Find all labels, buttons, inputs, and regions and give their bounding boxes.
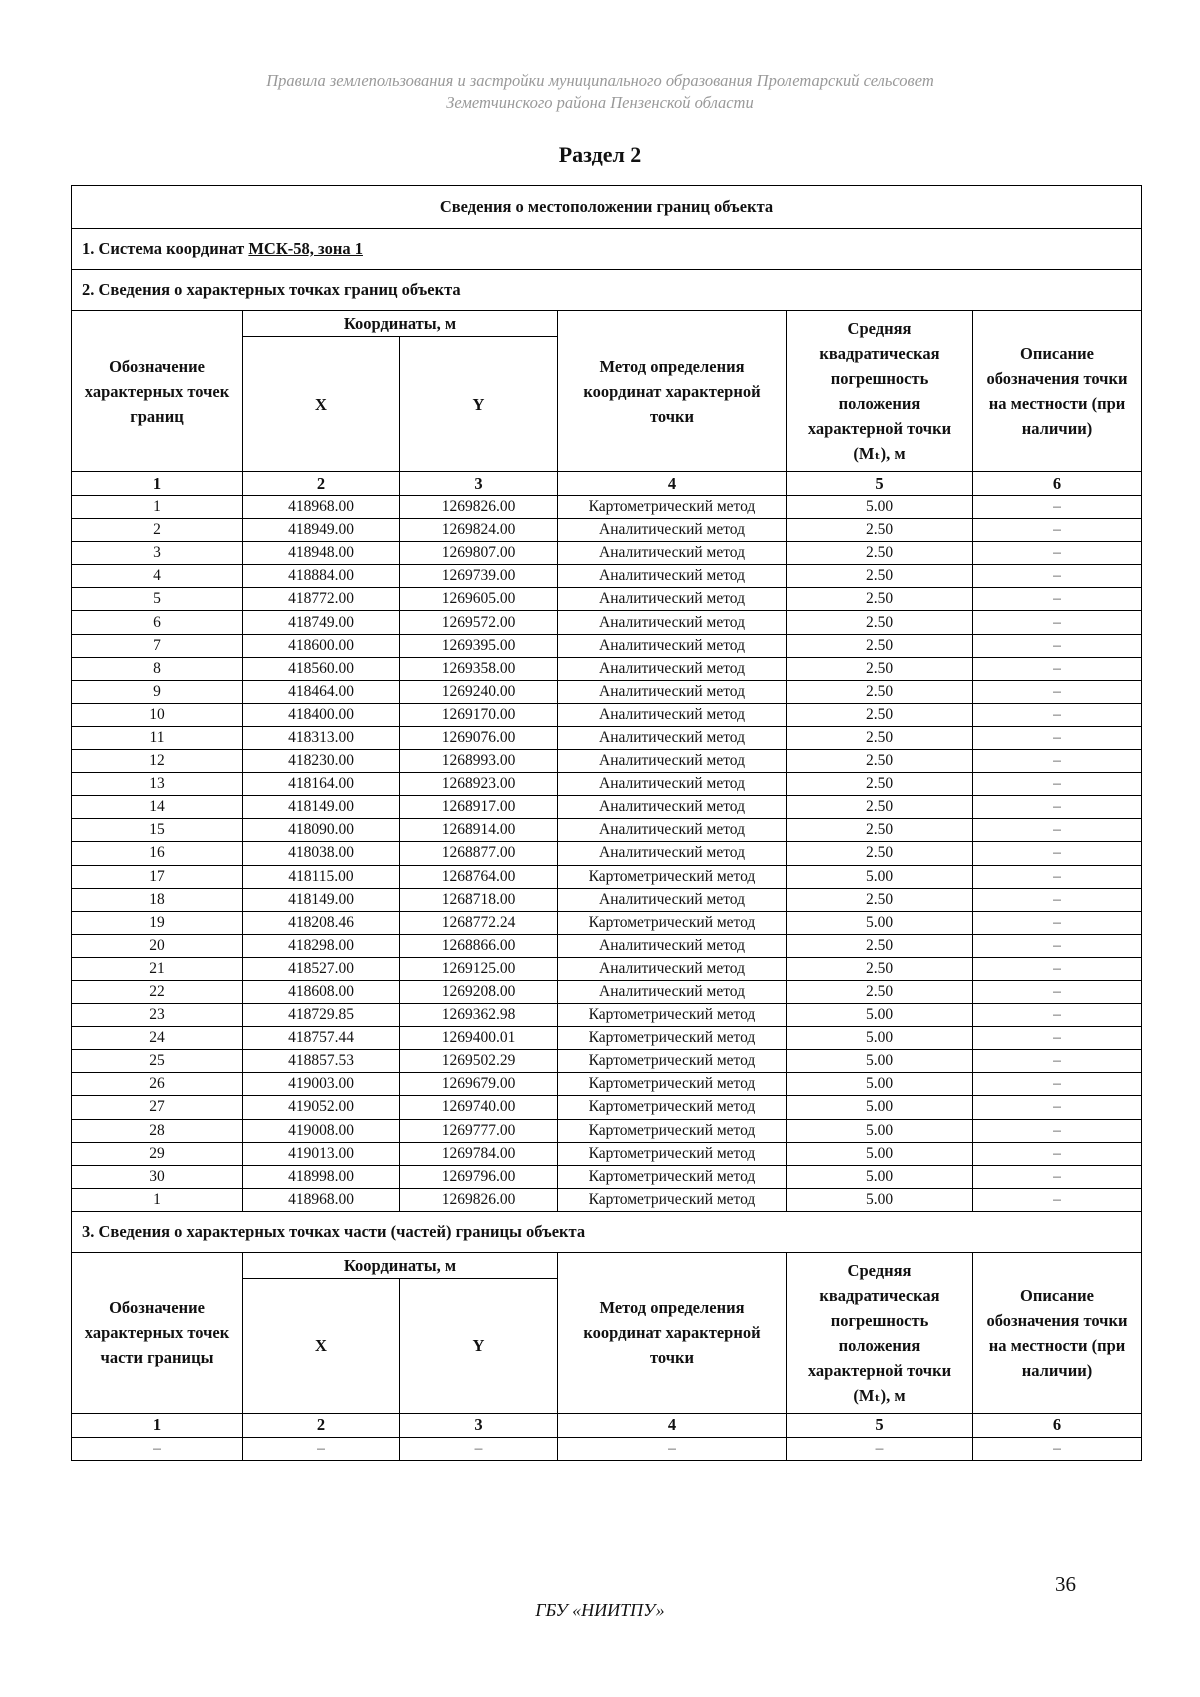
point-id: 5 [72, 588, 243, 611]
y-value: 1269208.00 [400, 980, 558, 1003]
description: – [973, 1437, 1142, 1460]
point-id: 11 [72, 726, 243, 749]
error-value: 2.50 [787, 842, 973, 865]
table-row [72, 842, 1142, 865]
footer-org: ГБУ «НИИТПУ» [535, 1600, 665, 1620]
point-id: 21 [72, 957, 243, 980]
point-id: 3 [72, 542, 243, 565]
y-value: 1269784.00 [400, 1142, 558, 1165]
description: – [973, 1073, 1142, 1096]
error-value: 2.50 [787, 819, 973, 842]
table-row [72, 796, 1142, 819]
y-value: 1268917.00 [400, 796, 558, 819]
table-row [72, 1165, 1142, 1188]
table-row [72, 588, 1142, 611]
y-value: 1269240.00 [400, 680, 558, 703]
table-row [72, 519, 1142, 542]
method: Аналитический метод [558, 703, 787, 726]
description: – [973, 680, 1142, 703]
point-id: 29 [72, 1142, 243, 1165]
table-row [72, 1119, 1142, 1142]
point-id: 22 [72, 980, 243, 1003]
error-value: 2.50 [787, 750, 973, 773]
x-value: 418729.85 [243, 1004, 400, 1027]
table-title: Сведения о местоположении границ объекта [72, 186, 1142, 229]
x-value: 418749.00 [243, 611, 400, 634]
description: – [973, 1027, 1142, 1050]
error-value: 2.50 [787, 588, 973, 611]
y-value: 1268718.00 [400, 888, 558, 911]
error-value: 2.50 [787, 796, 973, 819]
column-number: 1 [72, 472, 243, 496]
error-value: 2.50 [787, 542, 973, 565]
method: Картометрический метод [558, 1004, 787, 1027]
part-column-numbers-row [72, 1413, 1142, 1437]
point-id: 27 [72, 1096, 243, 1119]
table-row [72, 1004, 1142, 1027]
y-value: 1269605.00 [400, 588, 558, 611]
table-row [72, 1142, 1142, 1165]
error-value: 5.00 [787, 865, 973, 888]
point-id: 13 [72, 773, 243, 796]
description: – [973, 496, 1142, 519]
header-error: Средняя квадратическая погрешность положения характерной точки (Mₜ), м [787, 311, 973, 472]
point-id: 30 [72, 1165, 243, 1188]
description: – [973, 1119, 1142, 1142]
point-id: 16 [72, 842, 243, 865]
coord-system-value: МСК-58, зона 1 [248, 239, 363, 258]
x-value: 418968.00 [243, 1188, 400, 1211]
description: – [973, 934, 1142, 957]
x-value: 418600.00 [243, 634, 400, 657]
error-value: – [787, 1437, 973, 1460]
x-value: 419013.00 [243, 1142, 400, 1165]
error-value: 5.00 [787, 1188, 973, 1211]
error-value: 2.50 [787, 634, 973, 657]
description: – [973, 1142, 1142, 1165]
table-row [72, 750, 1142, 773]
method: Аналитический метод [558, 657, 787, 680]
y-value: 1269807.00 [400, 542, 558, 565]
error-value: 5.00 [787, 1096, 973, 1119]
x-value: 418968.00 [243, 496, 400, 519]
x-value: 418149.00 [243, 888, 400, 911]
table-row [72, 703, 1142, 726]
description: – [973, 726, 1142, 749]
error-value: 5.00 [787, 911, 973, 934]
description: – [973, 842, 1142, 865]
y-value: 1269400.01 [400, 1027, 558, 1050]
coord-system-row [72, 229, 1142, 270]
method: Аналитический метод [558, 565, 787, 588]
x-value: 418038.00 [243, 842, 400, 865]
column-numbers-row [72, 472, 1142, 496]
method: Картометрический метод [558, 496, 787, 519]
y-value: 1269740.00 [400, 1096, 558, 1119]
x-value: 418608.00 [243, 980, 400, 1003]
table-row [72, 565, 1142, 588]
error-value: 5.00 [787, 496, 973, 519]
column-number: 5 [787, 472, 973, 496]
description: – [973, 957, 1142, 980]
method: Аналитический метод [558, 842, 787, 865]
x-value: 418857.53 [243, 1050, 400, 1073]
column-number: 5 [787, 1413, 973, 1437]
x-value: 419003.00 [243, 1073, 400, 1096]
y-value: 1268866.00 [400, 934, 558, 957]
description: – [973, 773, 1142, 796]
column-number: 3 [400, 1413, 558, 1437]
table-row [72, 542, 1142, 565]
point-id: 1 [72, 496, 243, 519]
y-value: 1269824.00 [400, 519, 558, 542]
point-id: 26 [72, 1073, 243, 1096]
x-value: 418949.00 [243, 519, 400, 542]
table-row [72, 1027, 1142, 1050]
part-header-error: Средняя квадратическая погрешность положения характерной точки (Mₜ), м [787, 1252, 973, 1413]
point-id: 4 [72, 565, 243, 588]
part-header-y: Y [400, 1278, 558, 1413]
method: Картометрический метод [558, 1073, 787, 1096]
x-value: 418230.00 [243, 750, 400, 773]
x-value: – [243, 1437, 400, 1460]
method: Аналитический метод [558, 519, 787, 542]
x-value: 418298.00 [243, 934, 400, 957]
y-value: 1268914.00 [400, 819, 558, 842]
description: – [973, 888, 1142, 911]
point-id: 8 [72, 657, 243, 680]
y-value: 1268764.00 [400, 865, 558, 888]
y-value: 1268877.00 [400, 842, 558, 865]
error-value: 2.50 [787, 680, 973, 703]
column-number: 6 [973, 472, 1142, 496]
method: Аналитический метод [558, 611, 787, 634]
description: – [973, 634, 1142, 657]
description: – [973, 819, 1142, 842]
x-value: 418884.00 [243, 565, 400, 588]
table-row [72, 888, 1142, 911]
x-value: 418090.00 [243, 819, 400, 842]
y-value: 1269076.00 [400, 726, 558, 749]
point-id: – [72, 1437, 243, 1460]
table-row [72, 1096, 1142, 1119]
x-value: 418948.00 [243, 542, 400, 565]
method: Аналитический метод [558, 750, 787, 773]
x-value: 418149.00 [243, 796, 400, 819]
description: – [973, 519, 1142, 542]
table-row [72, 634, 1142, 657]
description: – [973, 542, 1142, 565]
description: – [973, 750, 1142, 773]
part-header-x: X [243, 1278, 400, 1413]
table-row [72, 1050, 1142, 1073]
y-value: 1269796.00 [400, 1165, 558, 1188]
point-id: 18 [72, 888, 243, 911]
description: – [973, 611, 1142, 634]
x-value: 418313.00 [243, 726, 400, 749]
x-value: 419008.00 [243, 1119, 400, 1142]
point-id: 12 [72, 750, 243, 773]
table-row [72, 680, 1142, 703]
point-id: 17 [72, 865, 243, 888]
error-value: 5.00 [787, 1073, 973, 1096]
x-value: 418208.46 [243, 911, 400, 934]
table-row [72, 865, 1142, 888]
description: – [973, 1188, 1142, 1211]
point-id: 25 [72, 1050, 243, 1073]
description: – [973, 911, 1142, 934]
method: Аналитический метод [558, 980, 787, 1003]
header-y: Y [400, 337, 558, 472]
coord-system-label: 1. Система координат [82, 239, 249, 258]
y-value: 1269358.00 [400, 657, 558, 680]
method: Аналитический метод [558, 588, 787, 611]
error-value: 2.50 [787, 726, 973, 749]
method: Аналитический метод [558, 934, 787, 957]
error-value: 5.00 [787, 1004, 973, 1027]
y-value: 1269739.00 [400, 565, 558, 588]
part-header-method: Метод определения координат характерной точки [558, 1252, 787, 1413]
method: Аналитический метод [558, 680, 787, 703]
description: – [973, 1004, 1142, 1027]
method: Картометрический метод [558, 1096, 787, 1119]
y-value: 1268772.24 [400, 911, 558, 934]
column-number: 2 [243, 472, 400, 496]
method: Аналитический метод [558, 634, 787, 657]
y-value: 1269572.00 [400, 611, 558, 634]
table-row [72, 957, 1142, 980]
running-header [0, 70, 1200, 114]
y-value: 1269125.00 [400, 957, 558, 980]
description: – [973, 1165, 1142, 1188]
y-value: 1269679.00 [400, 1073, 558, 1096]
x-value: 418164.00 [243, 773, 400, 796]
header-x: X [243, 337, 400, 472]
point-id: 2 [72, 519, 243, 542]
column-number: 1 [72, 1413, 243, 1437]
part-header-coords: Координаты, м [243, 1252, 558, 1278]
part-heading: 3. Сведения о характерных точках части (частей) границы объекта [72, 1211, 1142, 1252]
description: – [973, 796, 1142, 819]
method: Аналитический метод [558, 819, 787, 842]
y-value: – [400, 1437, 558, 1460]
description: – [973, 657, 1142, 680]
description: – [973, 1096, 1142, 1119]
point-id: 24 [72, 1027, 243, 1050]
column-number: 2 [243, 1413, 400, 1437]
point-id: 15 [72, 819, 243, 842]
x-value: 418998.00 [243, 1165, 400, 1188]
table-row [72, 611, 1142, 634]
table-row [72, 1188, 1142, 1211]
x-value: 418772.00 [243, 588, 400, 611]
y-value: 1269826.00 [400, 496, 558, 519]
error-value: 2.50 [787, 773, 973, 796]
point-id: 19 [72, 911, 243, 934]
y-value: 1269170.00 [400, 703, 558, 726]
error-value: 5.00 [787, 1142, 973, 1165]
table-row [72, 980, 1142, 1003]
table-row [72, 496, 1142, 519]
method: Картометрический метод [558, 1142, 787, 1165]
table-row [72, 819, 1142, 842]
error-value: 5.00 [787, 1119, 973, 1142]
error-value: 2.50 [787, 934, 973, 957]
method: Картометрический метод [558, 911, 787, 934]
y-value: 1268993.00 [400, 750, 558, 773]
x-value: 418115.00 [243, 865, 400, 888]
x-value: 418757.44 [243, 1027, 400, 1050]
method: Картометрический метод [558, 865, 787, 888]
error-value: 2.50 [787, 957, 973, 980]
description: – [973, 588, 1142, 611]
header-coords: Координаты, м [243, 311, 558, 337]
y-value: 1269362.98 [400, 1004, 558, 1027]
part-header-description: Описание обозначения точки на местности (при наличии) [973, 1252, 1142, 1413]
error-value: 5.00 [787, 1027, 973, 1050]
description: – [973, 1050, 1142, 1073]
header-description: Описание обозначения точки на местности (при наличии) [973, 311, 1142, 472]
description: – [973, 865, 1142, 888]
page-number: 36 [1055, 1572, 1076, 1596]
y-value: 1269395.00 [400, 634, 558, 657]
method: Картометрический метод [558, 1165, 787, 1188]
column-number: 4 [558, 472, 787, 496]
method: Аналитический метод [558, 773, 787, 796]
method: Картометрический метод [558, 1188, 787, 1211]
method: Картометрический метод [558, 1027, 787, 1050]
y-value: 1269826.00 [400, 1188, 558, 1211]
error-value: 5.00 [787, 1165, 973, 1188]
point-id: 10 [72, 703, 243, 726]
point-id: 23 [72, 1004, 243, 1027]
method: Аналитический метод [558, 726, 787, 749]
method: Аналитический метод [558, 796, 787, 819]
column-number: 3 [400, 472, 558, 496]
method: Аналитический метод [558, 542, 787, 565]
point-id: 14 [72, 796, 243, 819]
x-value: 418527.00 [243, 957, 400, 980]
description: – [973, 565, 1142, 588]
points-heading: 2. Сведения о характерных точках границ объекта [72, 270, 1142, 311]
table-row [72, 726, 1142, 749]
error-value: 5.00 [787, 1050, 973, 1073]
table-row [72, 657, 1142, 680]
header-method: Метод определения координат характерной точки [558, 311, 787, 472]
error-value: 2.50 [787, 565, 973, 588]
description: – [973, 703, 1142, 726]
y-value: 1269502.29 [400, 1050, 558, 1073]
x-value: 419052.00 [243, 1096, 400, 1119]
boundary-table [71, 185, 1142, 1461]
point-id: 20 [72, 934, 243, 957]
x-value: 418400.00 [243, 703, 400, 726]
error-value: 2.50 [787, 611, 973, 634]
point-id: 1 [72, 1188, 243, 1211]
point-id: 9 [72, 680, 243, 703]
part-header-point: Обозначение характерных точек части границы [72, 1252, 243, 1413]
error-value: 2.50 [787, 519, 973, 542]
method: – [558, 1437, 787, 1460]
y-value: 1269777.00 [400, 1119, 558, 1142]
description: – [973, 980, 1142, 1003]
running-header-line-1: Правила землепользования и застройки муниципального образования Пролетарский сельсовет [266, 71, 934, 90]
running-header-line-2: Земетчинского района Пензенской области [446, 93, 754, 112]
section-title: Раздел 2 [558, 142, 642, 167]
header-point: Обозначение характерных точек границ [72, 311, 243, 472]
error-value: 2.50 [787, 980, 973, 1003]
method: Картометрический метод [558, 1050, 787, 1073]
x-value: 418464.00 [243, 680, 400, 703]
point-id: 7 [72, 634, 243, 657]
table-row [72, 911, 1142, 934]
method: Аналитический метод [558, 888, 787, 911]
error-value: 2.50 [787, 657, 973, 680]
table-row [72, 934, 1142, 957]
part-table-row [72, 1437, 1142, 1460]
error-value: 2.50 [787, 703, 973, 726]
point-id: 28 [72, 1119, 243, 1142]
y-value: 1268923.00 [400, 773, 558, 796]
table-row [72, 773, 1142, 796]
method: Картометрический метод [558, 1119, 787, 1142]
x-value: 418560.00 [243, 657, 400, 680]
column-number: 6 [973, 1413, 1142, 1437]
point-id: 6 [72, 611, 243, 634]
column-number: 4 [558, 1413, 787, 1437]
table-row [72, 1073, 1142, 1096]
method: Аналитический метод [558, 957, 787, 980]
error-value: 2.50 [787, 888, 973, 911]
